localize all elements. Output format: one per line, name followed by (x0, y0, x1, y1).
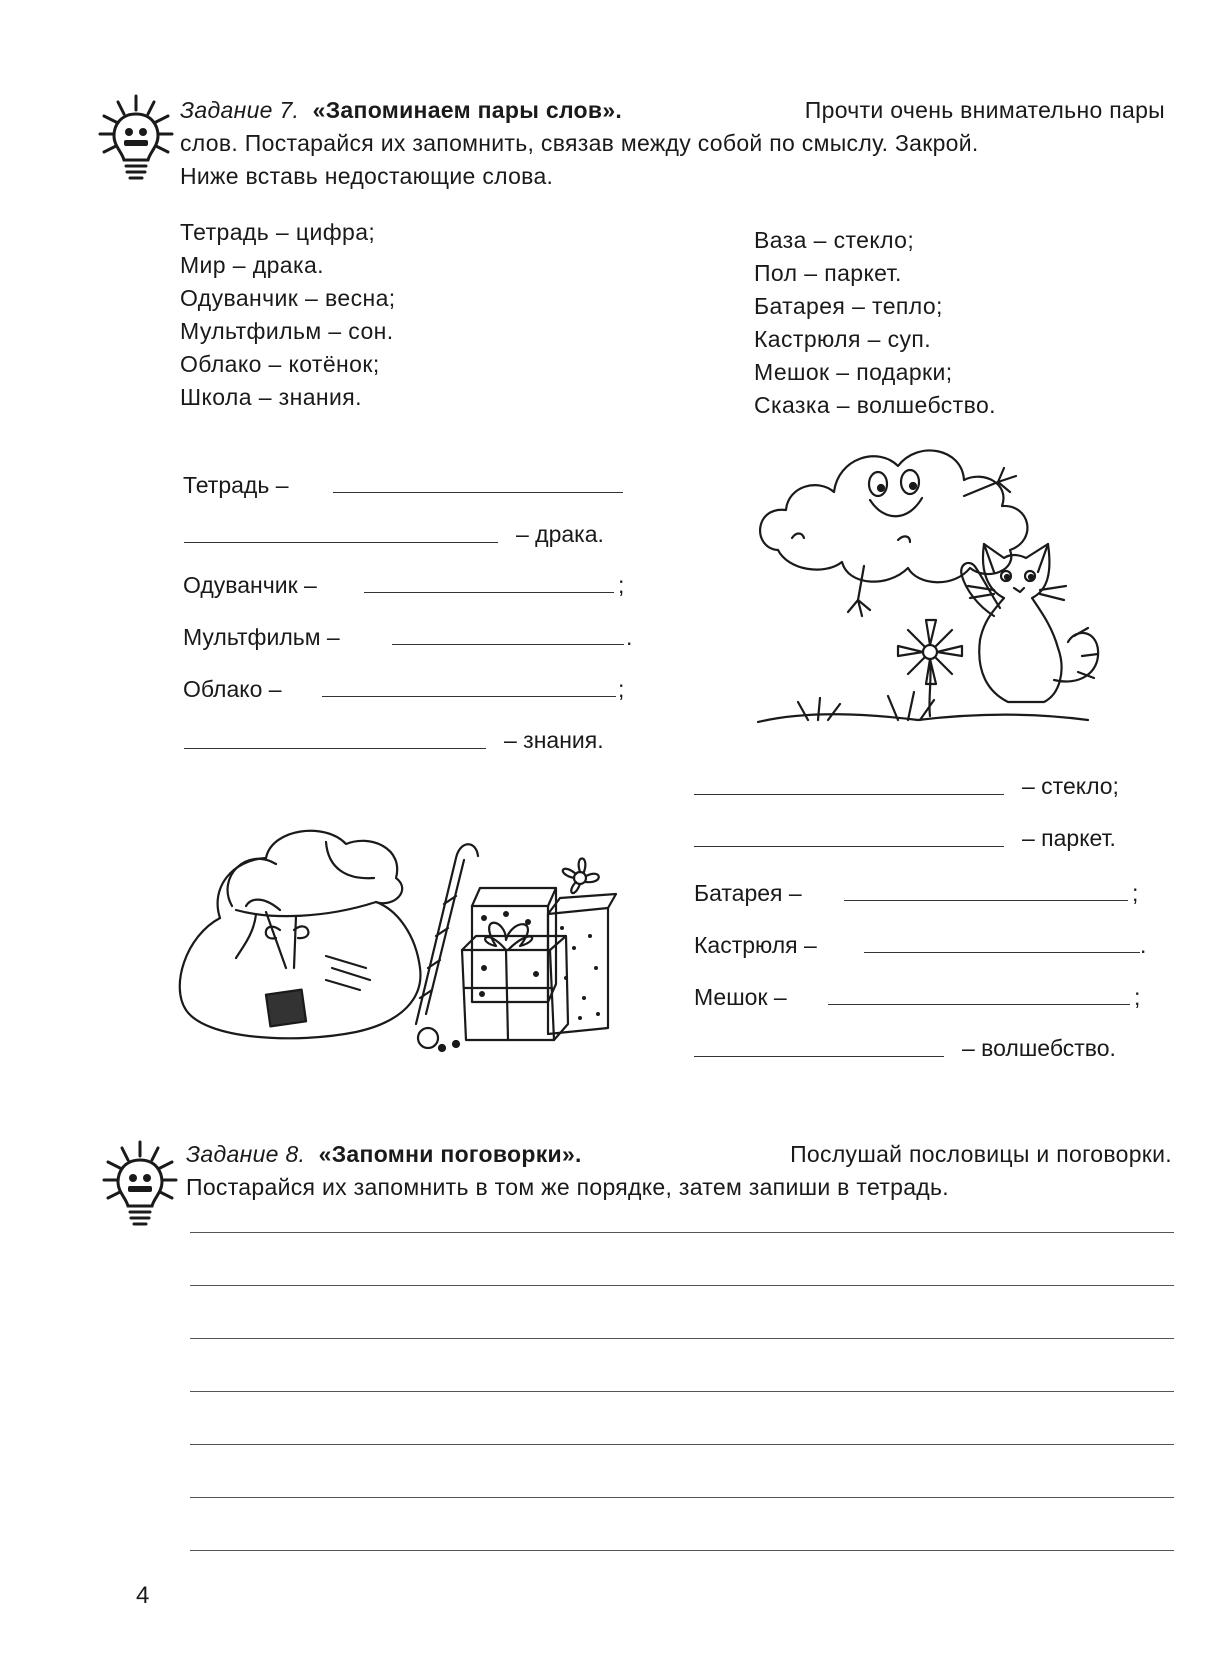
fill-right-row-3: Батарея – (694, 880, 802, 906)
answer-line[interactable] (694, 1056, 944, 1057)
list-item: Ваза – стекло; (754, 227, 915, 253)
semicolon: ; (618, 572, 625, 598)
task8-label: Задание 8. (186, 1141, 306, 1167)
list-item: Сказка – волшебство. (754, 392, 996, 418)
task7-text (180, 94, 1165, 193)
fill-left-row-1: Тетрадь – (183, 472, 289, 498)
task7-title: «Запоминаем пары слов». (312, 97, 623, 123)
fill-right-row-4: Кастрюля – (694, 932, 817, 958)
list-item: Пол – паркет. (754, 260, 902, 286)
list-item: Облако – котёнок; (180, 351, 380, 377)
writing-line[interactable] (190, 1338, 1174, 1339)
cloud-kitten-illustration (748, 440, 1148, 752)
pairs-left-list (180, 216, 396, 414)
period: . (1140, 932, 1147, 958)
answer-line[interactable] (364, 592, 614, 593)
writing-line[interactable] (190, 1232, 1174, 1233)
list-item: Мир – драка. (180, 252, 324, 278)
answer-line[interactable] (828, 1004, 1130, 1005)
task7-line2: слов. Постарайся их запомнить, связав между собой по смыслу. Закрой. (180, 130, 979, 156)
task7-line3: Ниже вставь недостающие слова. (180, 163, 554, 189)
writing-line[interactable] (190, 1444, 1174, 1445)
fill-right-row-2: – паркет. (1022, 825, 1116, 851)
fill-right-row-1: – стекло; (1022, 773, 1119, 799)
task8-title: «Запомни поговорки». (318, 1141, 582, 1167)
answer-line[interactable] (322, 696, 616, 697)
writing-line[interactable] (190, 1550, 1174, 1551)
fill-left-row-5: Облако – (183, 676, 282, 702)
writing-line[interactable] (190, 1285, 1174, 1286)
lightbulb-icon (100, 1138, 180, 1234)
list-item: Батарея – тепло; (754, 293, 943, 319)
fill-left-row-3: Одуванчик – (183, 572, 317, 598)
answer-line[interactable] (333, 492, 623, 493)
list-item: Мультфильм – сон. (180, 318, 394, 344)
answer-line[interactable] (694, 794, 1004, 795)
list-item: Кастрюля – суп. (754, 326, 932, 352)
task8-line1: Послушай пословицы и поговорки. (790, 1141, 1172, 1167)
writing-line[interactable] (190, 1497, 1174, 1498)
fill-left-row-6: – знания. (504, 727, 604, 753)
answer-line[interactable] (844, 900, 1128, 901)
list-item: Одуванчик – весна; (180, 285, 396, 311)
fill-left-row-4: Мультфильм – (183, 624, 340, 650)
task8-line2: Постарайся их запомнить в том же порядке, затем запиши в тетрадь. (186, 1174, 950, 1200)
period: . (626, 624, 633, 650)
page-number: 4 (136, 1582, 150, 1609)
answer-line[interactable] (184, 748, 486, 749)
answer-line[interactable] (184, 542, 498, 543)
task8-text (186, 1138, 1172, 1204)
fill-left-row-2: – драка. (516, 521, 604, 547)
semicolon: ; (618, 676, 625, 702)
fill-right-row-5: Мешок – (694, 984, 787, 1010)
list-item: Школа – знания. (180, 384, 362, 410)
answer-line[interactable] (864, 952, 1140, 953)
semicolon: ; (1132, 880, 1139, 906)
fill-right-row-6: – волшебство. (962, 1035, 1116, 1061)
pairs-right-list (754, 224, 996, 422)
list-item: Тетрадь – цифра; (180, 219, 376, 245)
answer-line[interactable] (392, 644, 624, 645)
lightbulb-icon (96, 92, 176, 188)
semicolon: ; (1134, 984, 1141, 1010)
task7-line1: Прочти очень внимательно пары (804, 97, 1165, 123)
gift-sack-illustration (176, 818, 656, 1050)
answer-line[interactable] (694, 846, 1004, 847)
writing-line[interactable] (190, 1391, 1174, 1392)
task7-label: Задание 7. (180, 97, 300, 123)
list-item: Мешок – подарки; (754, 359, 953, 385)
